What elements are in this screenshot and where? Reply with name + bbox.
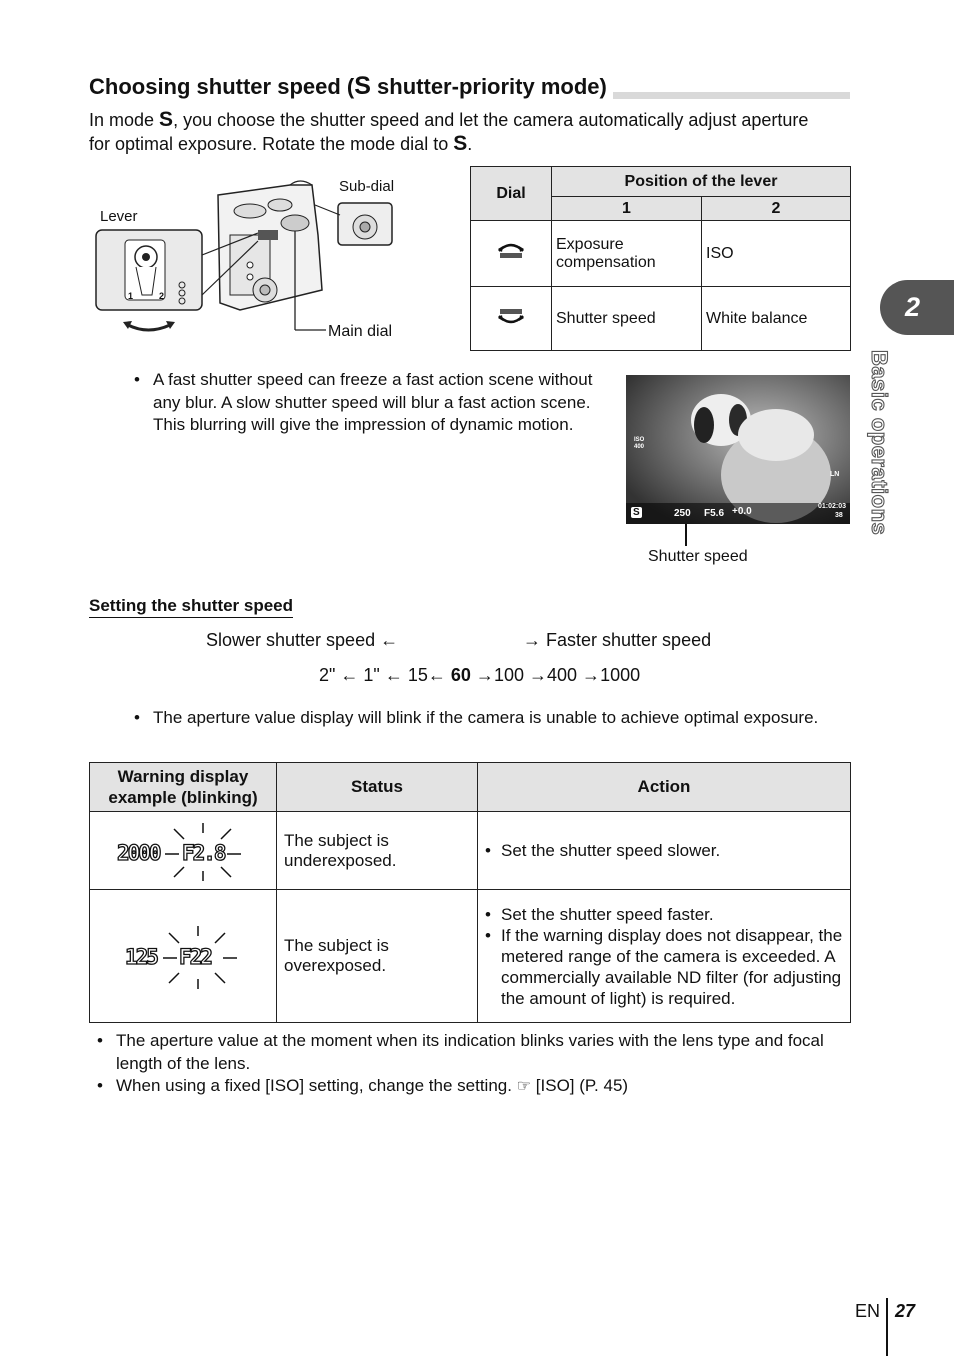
warning-display-underexposed: 2000 F2.8 (90, 812, 277, 890)
page-number: 27 (895, 1301, 916, 1321)
bullet-fast-shutter: • A fast shutter speed can freeze a fast action scene without any blur. A slow shutter speed will blur a fast action scene. This blurring will give the impression of dynamic motion. (134, 369, 594, 437)
table-row (471, 221, 851, 287)
chapter-label: Basic operations (867, 350, 892, 536)
lcd-mode: S (633, 507, 640, 518)
footer-divider (886, 1298, 888, 1356)
action-underexposed: • Set the shutter speed slower. (478, 812, 851, 890)
table-row (471, 287, 851, 351)
col-position: Position of the lever (552, 167, 851, 197)
intro-paragraph: In mode S, you choose the shutter speed and let the camera automatically adjust aperture for optimal exposure. Rotate the mode dial to S. (89, 108, 809, 155)
lever-pos2: 2 (159, 291, 165, 301)
warning-display-overexposed: 125 F22 (90, 890, 277, 1023)
camera-diagram (90, 175, 430, 350)
lcd-shutter: 250 (674, 508, 691, 519)
setting-heading: Setting the shutter speed (89, 596, 293, 618)
lcd-time: 01:02:03 (818, 503, 847, 510)
main-dial-icon (471, 287, 552, 351)
warning-table (89, 762, 851, 1023)
bullet-blink: • The aperture value display will blink if the camera is unable to achieve optimal exposure. (134, 707, 824, 730)
lever-label: Lever (100, 208, 138, 225)
maindial-label: Main dial (328, 323, 393, 340)
notes-list (97, 1030, 847, 1099)
lcd-iso-value: 400 (634, 444, 645, 450)
reference-hand-icon: ☞ (516, 1078, 532, 1095)
row1-pos2: ISO (702, 221, 851, 287)
slower-label: Slower shutter speed ← (206, 630, 399, 650)
lcd-preview-image (626, 375, 850, 524)
shutter-scale: 2" ← 1" ← 15← 60 →100 →400 →1000 (319, 665, 641, 685)
row2-pos1: Shutter speed (552, 287, 702, 351)
sub-dial-icon (471, 221, 552, 287)
col-action: Action (478, 763, 851, 812)
blink-rays-icon (97, 821, 267, 881)
lcd-quality: LN (830, 471, 840, 478)
section-title: Choosing shutter speed (S shutter-priority mode) (89, 72, 613, 101)
action-overexposed: • Set the shutter speed faster. • If the warning display does not disappear, the metered range of the camera is exceeded. A commercially available ND filter (for adjusting the amount of light) is required. (478, 890, 851, 1023)
subdial-label: Sub-dial (339, 178, 395, 195)
lcd-aperture: F5.6 (704, 508, 725, 519)
table-row (90, 890, 851, 1023)
status-overexposed: The subject is overexposed. (277, 890, 478, 1023)
footer-lang: EN (855, 1301, 881, 1321)
faster-label: → Faster shutter speed (523, 630, 712, 650)
table-row (90, 812, 851, 890)
blink-rays-icon (97, 921, 267, 991)
row2-pos2: White balance (702, 287, 851, 351)
note-item: • When using a fixed [ISO] setting, change the setting. ☞ [ISO] (P. 45) (97, 1075, 847, 1099)
col-pos1: 1 (552, 197, 702, 221)
lcd-exposure: +0.0 (732, 506, 752, 517)
lever-pos1: 1 (128, 291, 134, 301)
status-underexposed: The subject is underexposed. (277, 812, 478, 890)
col-warning: Warning display example (blinking) (90, 763, 277, 812)
dial-table (470, 166, 851, 351)
lcd-shots: 38 (835, 512, 843, 519)
chapter-tab (880, 280, 954, 335)
chapter-number: 2 (905, 292, 921, 322)
col-pos2: 2 (702, 197, 851, 221)
lcd-iso-label: ISO (634, 437, 645, 443)
row1-pos1: Exposure compensation (552, 221, 702, 287)
col-dial: Dial (471, 167, 552, 221)
note-item: • The aperture value at the moment when its indication blinks varies with the lens type and focal length of the lens. (97, 1030, 847, 1075)
lcd-caption: Shutter speed (648, 548, 748, 565)
lcd-callout-line (685, 524, 687, 546)
col-status: Status (277, 763, 478, 812)
